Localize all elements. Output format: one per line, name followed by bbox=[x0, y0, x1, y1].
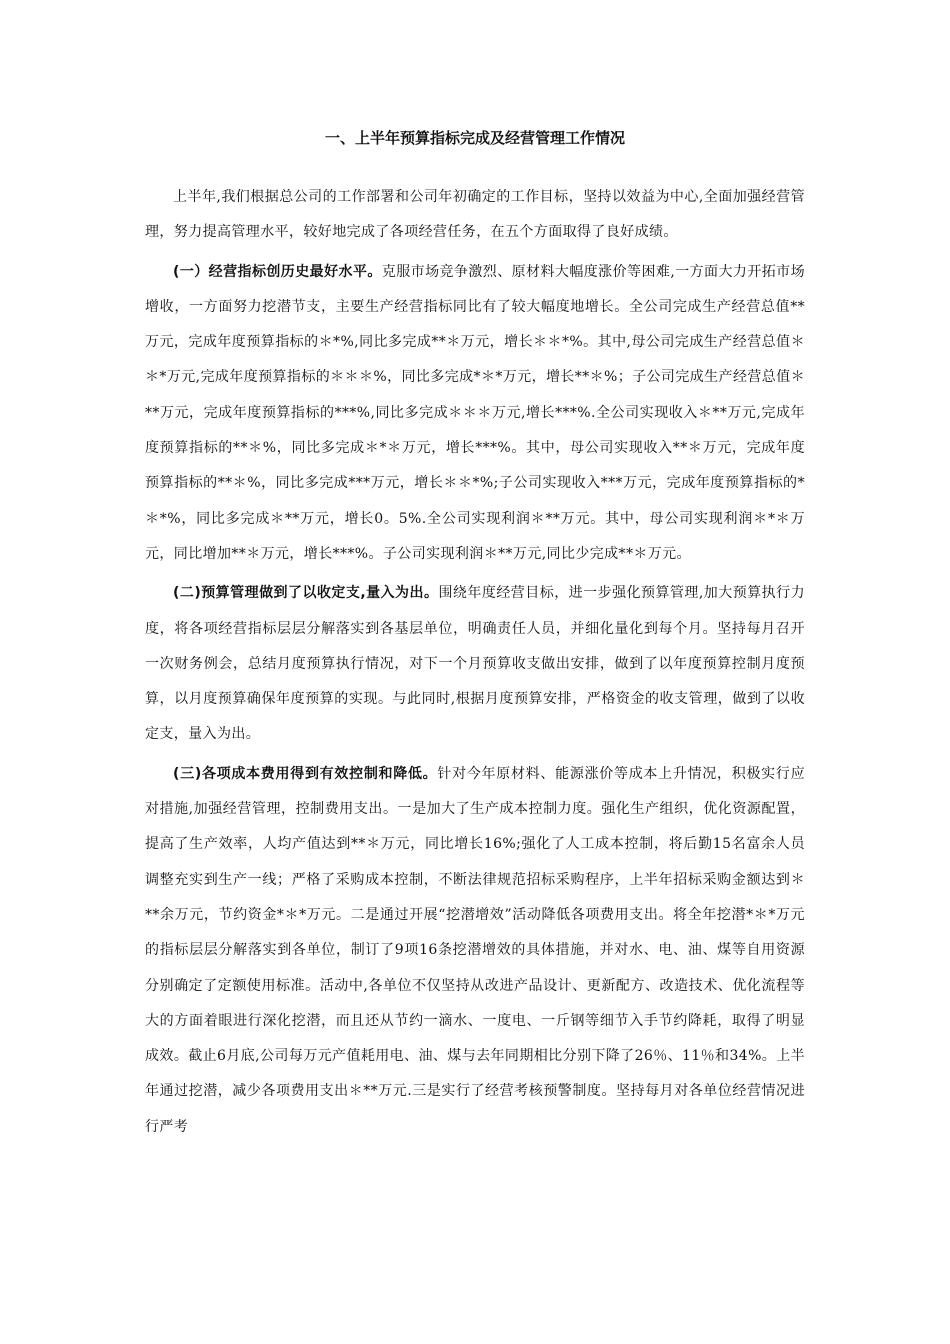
document-body bbox=[145, 180, 805, 1149]
paragraph-text: 克服市场竞争激烈、原材料大幅度涨价等困难,一方面大力开拓市场增收，一方面努力挖潜节支，主要生产经营指标同比有了较大幅度地增长。全公司完成生产经营总值**万元，完成年度预算指标的＊*%,同比多完成**＊万元，增长＊＊*%。其中,母公司完成生产经营总值＊＊*万元,完成年度预算指标的＊＊＊%，同比多完成*＊*万元，增长**＊%；子公司完成生产经营总值＊**万元，完成年度预算指标的***%,同比多完成＊＊＊万元,增长***%.全公司实现收入＊**万元,完成年度预算指标的**＊%，同比多完成＊*＊万元，增长***%。其中，母公司实现收入**＊万元，完成年度预算指标的**＊%，同比多完成***万元，增长＊＊*%;子公司实现收入***万元，完成年度预算指标的*＊*%，同比多完成＊**万元，增长0。5%.全公司实现利润＊**万元。其中，母公司实现利润＊*＊万元，同比增加**＊万元，增长***%。子公司实现利润＊**万元,同比少完成**＊万元。 bbox=[145, 263, 805, 562]
section-heading: (一）经营指标创历史最好水平。 bbox=[173, 263, 382, 280]
paragraph-text: 上半年,我们根据总公司的工作部署和公司年初确定的工作目标，坚持以效益为中心,全面加强经营管理，努力提高管理水平，较好地完成了各项经营任务，在五个方面取得了良好成绩。 bbox=[145, 189, 805, 241]
paragraph-text: 针对今年原材料、能源涨价等成本上升情况，积极实行应对措施,加强经营管理，控制费用支出。一是加大了生产成本控制力度。强化生产组织，优化资源配置，提高了生产效率，人均产值达到**＊万元，同比增长16%;强化了人工成本控制，将后勤15名富余人员调整充实到生产一线；严格了采购成本控制，不断法律规范招标采购程序，上半年招标采购金额达到＊**余万元，节约资金*＊*万元。二是通过开展“挖潜增效”活动降低各项费用支出。将全年挖潜*＊*万元的指标层层分解落实到各单位，制订了9项16条挖潜增效的具体措施，并对水、电、油、煤等自用资源分别确定了定额使用标准。活动中,各单位不仅坚持从改进产品设计、更新配方、改造技术、优化流程等大的方面着眼进行深化挖潜，而且还从节约一滴水、一度电、一斤钢等细节入手节约降耗，取得了明显成效。截止6月底,公司每万元产值耗用电、油、煤与去年同期相比分别下降了26％、11％和34%。上半年通过挖潜，减少各项费用支出＊**万元.三是实行了经营考核预警制度。坚持每月对各单位经营情况进行严考 bbox=[145, 765, 805, 1135]
paragraph-section-2 bbox=[145, 576, 805, 752]
paragraph-section-1 bbox=[145, 255, 805, 573]
section-heading: (三)各项成本费用得到有效控制和降低。 bbox=[173, 765, 438, 782]
paragraph-text: 围绕年度经营目标，进一步强化预算管理,加大预算执行力度，将各项经营指标层层分解落实到各基层单位，明确责任人员，并细化量化到每个月。坚持每月召开一次财务例会，总结月度预算执行情况，对下一个月预算收支做出安排，做到了以年度预算控制月度预算，以月度预算确保年度预算的实现。与此同时,根据月度预算安排，严格资金的收支管理，做到了以收定支，量入为出。 bbox=[145, 585, 805, 743]
paragraph-section-3 bbox=[145, 757, 805, 1145]
document-title: 一、上半年预算指标完成及经营管理工作情况 bbox=[324, 129, 625, 147]
section-heading: (二)预算管理做到了以收定支,量入为出。 bbox=[173, 585, 439, 602]
paragraph-intro bbox=[145, 180, 805, 251]
